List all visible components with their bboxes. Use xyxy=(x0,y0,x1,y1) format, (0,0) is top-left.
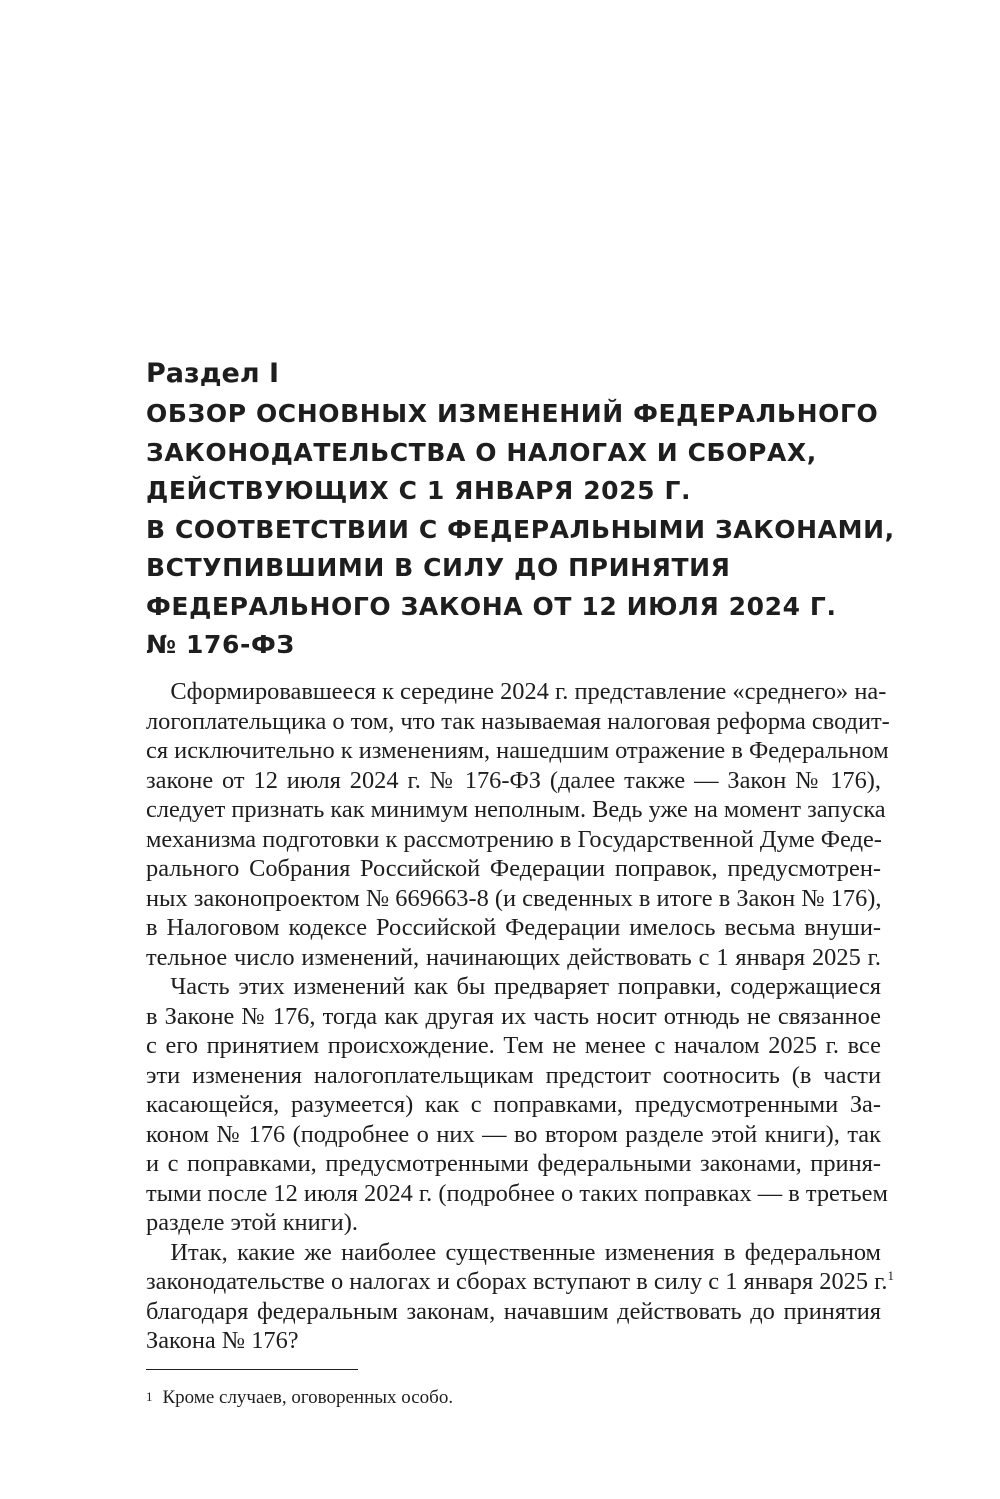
footnote-divider xyxy=(146,1369,358,1370)
body-text xyxy=(146,677,895,1356)
section-title-line: ФЕДЕРАЛЬНОГО ЗАКОНА ОТ 12 ИЮЛЯ 2024 Г. xyxy=(146,591,837,621)
text-line: Часть этих изменений как бы предваряет поправки, содержащиеся xyxy=(146,973,881,1000)
text-line: разделе этой книги). xyxy=(146,1209,358,1236)
text-line: Закона № 176? xyxy=(146,1327,299,1354)
text-line: логоплательщика о том, что так называемая налоговая реформа сводит- xyxy=(146,707,890,735)
text-line: Итак, какие же наиболее существенные изменения в федеральном xyxy=(146,1238,881,1266)
text-line: ся исключительно к изменениям, нашедшим отражение в Федеральном xyxy=(146,737,889,764)
section-title xyxy=(146,395,906,665)
text-line: тельное число изменений, начинающих действовать с 1 января 2025 г. xyxy=(146,943,881,971)
text-line: механизма подготовки к рассмотрению в Государственной Думе Феде- xyxy=(146,825,882,853)
footnote xyxy=(146,1385,453,1411)
paragraph xyxy=(146,1238,895,1356)
footnote-reference[interactable]: 1 xyxy=(887,1268,895,1283)
text-line: в Налоговом кодексе Российской Федерации имелось весьма внуши- xyxy=(146,914,881,941)
text-line: и с поправками, предусмотренными федеральными законами, приня- xyxy=(146,1150,881,1177)
text-line xyxy=(146,1267,895,1297)
section-title-line: ЗАКОНОДАТЕЛЬСТВА О НАЛОГАХ И СБОРАХ, xyxy=(146,437,817,467)
text-line: следует признать как минимум неполным. Ведь уже на момент запуска xyxy=(146,796,886,823)
section-title-line: ДЕЙСТВУЮЩИХ С 1 ЯНВАРЯ 2025 Г. xyxy=(146,476,692,505)
text-line: ных законопроектом № 669663-8 (и сведенных в итоге в Закон № 176), xyxy=(146,884,882,912)
section-title-line: ВСТУПИВШИМИ В СИЛУ ДО ПРИНЯТИЯ xyxy=(146,553,731,582)
text-line: с его принятием происхождение. Тем не менее с началом 2025 г. все xyxy=(146,1032,881,1059)
text-line: касающейся, разумеется) как с поправками, предусмотренными За- xyxy=(146,1091,881,1118)
text-line: эти изменения налогоплательщикам предстоит соотносить (в части xyxy=(146,1061,881,1089)
text-line: Сформировавшееся к середине 2024 г. представление «среднего» на- xyxy=(146,678,887,705)
section-title-line: ОБЗОР ОСНОВНЫХ ИЗМЕНЕНИЙ ФЕДЕРАЛЬНОГО xyxy=(146,399,879,428)
text-line: законе от 12 июля 2024 г. № 176-ФЗ (далее также — Закон № 176), xyxy=(146,766,881,794)
paragraph xyxy=(146,972,888,1238)
text-line: в Законе № 176, тогда как другая их часть носит отнюдь не связанное xyxy=(146,1002,881,1030)
text-line: тыми после 12 июля 2024 г. (подробнее о таких поправках — в третьем xyxy=(146,1179,888,1207)
text-line: благодаря федеральным законам, начавшим действовать до принятия xyxy=(146,1297,881,1325)
paragraph xyxy=(146,677,890,972)
text-line: коном № 176 (подробнее о них — во втором разделе этой книги), так xyxy=(146,1120,881,1148)
footnote-text: Кроме случаев, оговоренных особо. xyxy=(162,1387,454,1408)
text-line-content: законодательстве о налогах и сборах вступают в силу с 1 января 2025 г. xyxy=(146,1268,888,1295)
footnote-mark: 1 xyxy=(146,1389,153,1404)
section-title-line: В СООТВЕТСТВИИ С ФЕДЕРАЛЬНЫМИ ЗАКОНАМИ, xyxy=(146,514,895,544)
section-label: Раздел I xyxy=(146,358,280,389)
text-line: рального Собрания Российской Федерации поправок, предусмотрен- xyxy=(146,855,881,882)
section-title-line: № 176-ФЗ xyxy=(146,630,295,659)
